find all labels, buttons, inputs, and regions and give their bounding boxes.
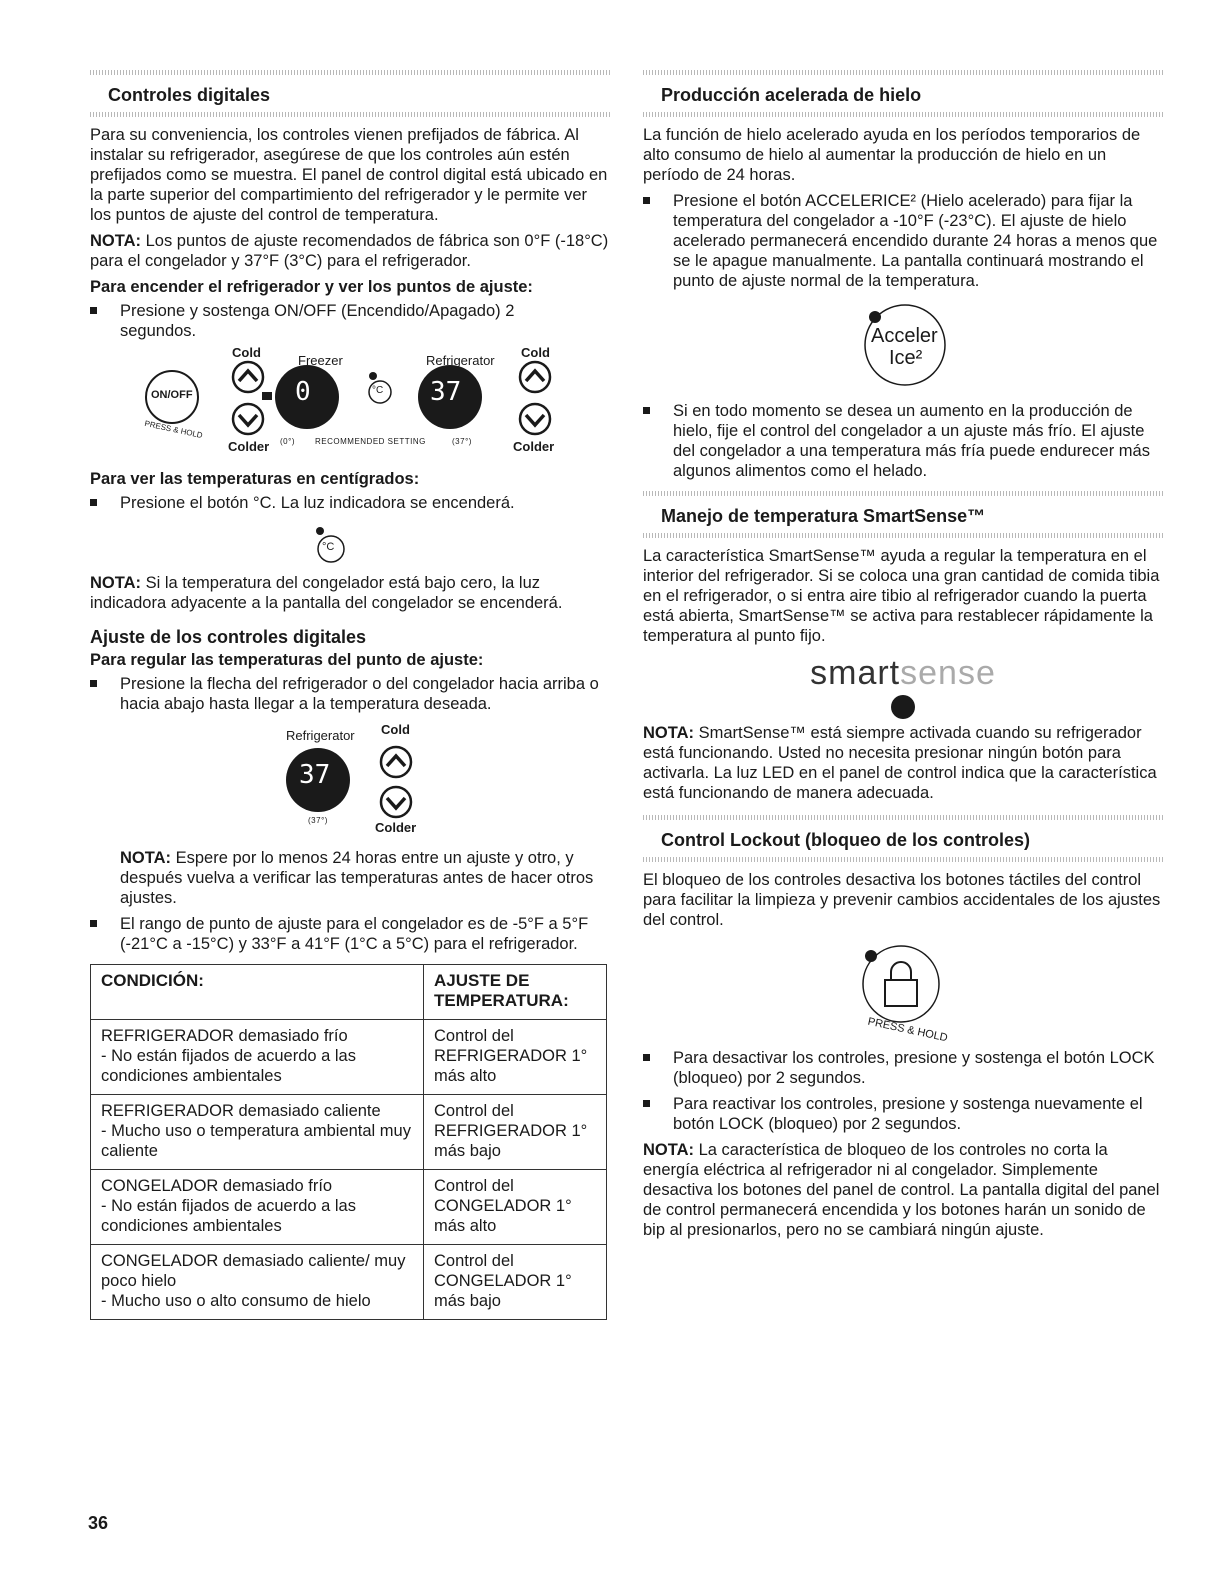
dotted-rule [643, 112, 1163, 117]
condition-cause: - No están fijados de acuerdo a las condiciones ambientales [101, 1197, 356, 1235]
smartsense-logo [643, 654, 1163, 693]
dotted-rule [643, 70, 1163, 75]
table-cell [91, 1170, 424, 1245]
paragraph: La característica SmartSense™ ayuda a regular la temperatura en el interior del refrigerador. Si se coloca una gran cantidad de comida tibia en el refrigerador, o si entra aire tibio al refrigerador cuando la puerta está abierta, SmartSense™ se activa para restablecer rápidamente la temperatura al punto fijo. [643, 547, 1160, 645]
note-paragraph [90, 848, 610, 908]
adjust-line: Control del [434, 1252, 514, 1270]
freezer-up-arrow-icon [233, 362, 263, 392]
right-column [643, 70, 1163, 1246]
adjust-line: Control del [434, 1027, 514, 1045]
bullet-list [643, 401, 1163, 481]
dotted-rule [643, 815, 1163, 820]
note-label: NOTA: [120, 849, 172, 867]
control-panel-figure [90, 347, 610, 459]
table-cell [91, 1245, 424, 1320]
table-header-row [91, 965, 607, 1020]
table-cell [424, 1170, 607, 1245]
adjust-line: CONGELADOR 1° [434, 1197, 572, 1215]
padlock-icon [885, 980, 917, 1006]
indicator-light-icon [869, 311, 881, 323]
subheading: Para regular las temperaturas del punto de ajuste: [90, 651, 484, 669]
logo-text: sense [900, 654, 996, 692]
led-indicator-icon [891, 695, 915, 719]
list-item: Presione el botón °C. La luz indicadora se encenderá. [90, 493, 610, 513]
list-item: Presione y sostenga ON/OFF (Encendido/Apagado) 2 segundos. [90, 301, 610, 341]
condition-cause: - No están fijados de acuerdo a las condiciones ambientales [101, 1047, 356, 1085]
refrigerator-down-arrow-icon [520, 404, 550, 434]
note-text: Espere por lo menos 24 horas entre un ajuste y otro, y después vuelva a verificar las temperaturas antes de hacer otros ajustes. [120, 849, 594, 907]
adjustment-table [90, 964, 607, 1320]
condition-text: CONGELADOR demasiado caliente/ muy poco hielo [101, 1252, 406, 1290]
adjust-line: más alto [434, 1067, 497, 1085]
adjust-line: más alto [434, 1217, 497, 1235]
table-cell [91, 1020, 424, 1095]
bullet-list [643, 191, 1163, 291]
adjust-line: REFRIGERADOR 1° [434, 1047, 588, 1065]
on-off-label: ON/OFF [151, 389, 193, 401]
section-header-controles [90, 70, 610, 117]
note-label: NOTA: [643, 724, 695, 742]
lock-figure [643, 936, 1163, 1048]
bullet-list [90, 914, 610, 954]
table-row [91, 1245, 607, 1320]
section-title: Control Lockout (bloqueo de los controles) [661, 830, 1030, 850]
table-row [91, 1020, 607, 1095]
paragraph: El bloqueo de los controles desactiva los botones táctiles del control para facilitar la limpieza y prevenir cambios accidentales de los ajustes del control. [643, 871, 1161, 929]
smartsense-led [643, 693, 1163, 723]
table-header: CONDICIÓN: [91, 965, 424, 1020]
adjust-line: Control del [434, 1177, 514, 1195]
list-item: Si en todo momento se desea un aumento en la producción de hielo, fije el control del congelador a un ajuste más frío. El ajuste del congelador a una temperatura más fría puede endurecer más algunos alimentos como el helado. [643, 401, 1163, 481]
indicator-light-icon [865, 950, 877, 962]
bullet-list [643, 1048, 1163, 1134]
colder-label: Colder [228, 439, 270, 454]
page-number: 36 [88, 1513, 109, 1533]
list-item: Para reactivar los controles, presione y sostenga nuevamente el botón LOCK (bloqueo) por 2 segundos. [643, 1094, 1163, 1134]
recommended-setting-label: RECOMMENDED SETTING [315, 437, 426, 446]
table-row [91, 1170, 607, 1245]
note-label: NOTA: [90, 232, 142, 250]
refrigerator-label: Refrigerator [286, 728, 355, 743]
recommended-refrigerator: (37°) [308, 816, 328, 825]
indicator-light-icon [369, 372, 377, 380]
colder-label: Colder [375, 820, 417, 835]
adjust-line: CONGELADOR 1° [434, 1272, 572, 1290]
refrigerator-label: Refrigerator [426, 353, 495, 368]
subheading: Para ver las temperaturas en centígrados: [90, 470, 420, 488]
adjust-line: más bajo [434, 1292, 501, 1310]
celsius-label: °C [322, 541, 335, 553]
cold-label: Cold [521, 345, 550, 360]
logo-text: smart [810, 654, 901, 692]
refrigerator-up-arrow-icon [520, 362, 550, 392]
indicator-light-icon [262, 392, 272, 400]
accelerice-label: Acceler [871, 325, 938, 347]
freezer-display-value: 0 [295, 377, 311, 407]
accelerice-label: Ice² [889, 347, 923, 369]
list-item: Presione la flecha del refrigerador o del congelador hacia arriba o hacia abajo hasta llegar a la temperatura deseada. [90, 674, 610, 714]
section-header-lockout [643, 815, 1163, 862]
dotted-rule [90, 112, 610, 117]
press-hold-label: PRESS & HOLD [143, 418, 204, 441]
table-cell [91, 1095, 424, 1170]
table-cell [424, 1095, 607, 1170]
condition-cause: - Mucho uso o temperatura ambiental muy caliente [101, 1122, 411, 1160]
cold-label: Cold [381, 722, 410, 737]
condition-text: REFRIGERADOR demasiado caliente [101, 1102, 381, 1120]
freezer-down-arrow-icon [233, 404, 263, 434]
note-label: NOTA: [643, 1141, 695, 1159]
section-title: Manejo de temperatura SmartSense™ [661, 506, 986, 526]
recommended-refrigerator: (37°) [452, 437, 472, 446]
note-text: Los puntos de ajuste recomendados de fábrica son 0°F (-18°C) para el congelador y 37°F (3°C) para el refrigerador. [90, 232, 609, 270]
left-column [90, 70, 610, 1320]
press-hold-label: PRESS & HOLD [866, 1015, 949, 1045]
adjust-line: REFRIGERADOR 1° [434, 1122, 588, 1140]
paragraph: Para su conveniencia, los controles vienen prefijados de fábrica. Al instalar su refrigerador, asegúrese de que los controles aún estén prefijados como se muestra. El panel de control digital está ubicado en la parte superior del compartimiento del refrigerador y le permite ver los puntos de ajuste del control de temperatura. [90, 126, 608, 224]
dotted-rule [643, 533, 1163, 538]
colder-label: Colder [513, 439, 555, 454]
section-title: Controles digitales [108, 85, 271, 105]
bullet-list [90, 493, 610, 513]
list-item: Presione el botón ACCELERICE² (Hielo acelerado) para fijar la temperatura del congelador a -10°F (-23°C). El ajuste de hielo acelerado permanecerá encendido durante 24 horas a menos que se le apague manualmente. La pantalla continuará mostrando el punto de ajuste normal de la temperatura. [643, 191, 1163, 291]
list-item: Para desactivar los controles, presione y sostenga el botón LOCK (bloqueo) por 2 segundos. [643, 1048, 1163, 1088]
celsius-figure [90, 519, 610, 569]
list-item: El rango de punto de ajuste para el congelador es de -5°F a 5°F (-21°C a -15°C) y 33°F a 41°F (1°C a 5°C) para el refrigerador. [90, 914, 610, 954]
bullet-list [90, 674, 610, 714]
dotted-rule [643, 491, 1163, 496]
refrigerator-display-value: 37 [430, 377, 462, 407]
note-paragraph [643, 723, 1163, 803]
up-arrow-icon [381, 747, 411, 777]
bullet-list [90, 301, 610, 341]
note-paragraph [90, 231, 610, 271]
adjust-line: más bajo [434, 1142, 501, 1160]
condition-cause: - Mucho uso o alto consumo de hielo [101, 1292, 371, 1310]
adjust-line: Control del [434, 1102, 514, 1120]
note-text: Si la temperatura del congelador está bajo cero, la luz indicadora adyacente a la pantalla del congelador se encenderá. [90, 574, 563, 612]
note-text: SmartSense™ está siempre activada cuando su refrigerador está funcionando. Usted no necesita presionar ningún botón para activarla. La luz LED en el panel de control indica que la característica está funcionando de manera adecuada. [643, 724, 1157, 802]
paragraph: La función de hielo acelerado ayuda en los períodos temporarios de alto consumo de hielo al aumentar la producción de hielo en un período de 24 horas. [643, 126, 1141, 184]
section-title: Producción acelerada de hielo [661, 85, 922, 105]
accelerice-figure [643, 297, 1163, 391]
note-paragraph [90, 573, 610, 613]
subsection-title: Ajuste de los controles digitales [90, 627, 367, 647]
celsius-button-label[interactable]: °C [372, 385, 384, 396]
indicator-light-icon [316, 527, 324, 535]
dotted-rule [643, 857, 1163, 862]
note-paragraph [643, 1140, 1163, 1240]
table-header: AJUSTE DE TEMPERATURA: [424, 965, 607, 1020]
refrigerator-display-value: 37 [299, 760, 331, 790]
freezer-label: Freezer [298, 353, 343, 368]
dotted-rule [90, 70, 610, 75]
down-arrow-icon [381, 787, 411, 817]
note-text: La característica de bloqueo de los controles no corta la energía eléctrica al refrigerador ni al congelador. Simplemente desactiva los botones del panel de control. La pantalla digital del panel de control permanecerá encendida y los botones harán un sonido de bip al presionarlos, pero no se cambiará ningún ajuste. [643, 1141, 1160, 1239]
section-header-smartsense [643, 491, 1163, 538]
note-label: NOTA: [90, 574, 142, 592]
table-row [91, 1095, 607, 1170]
refrigerator-control-figure [90, 720, 610, 842]
condition-text: CONGELADOR demasiado frío [101, 1177, 333, 1195]
section-header-hielo [643, 70, 1163, 117]
cold-label: Cold [232, 345, 261, 360]
table-cell [424, 1245, 607, 1320]
condition-text: REFRIGERADOR demasiado frío [101, 1027, 348, 1045]
table-cell [424, 1020, 607, 1095]
subheading: Para encender el refrigerador y ver los puntos de ajuste: [90, 278, 533, 296]
recommended-freezer: (0°) [280, 437, 295, 446]
